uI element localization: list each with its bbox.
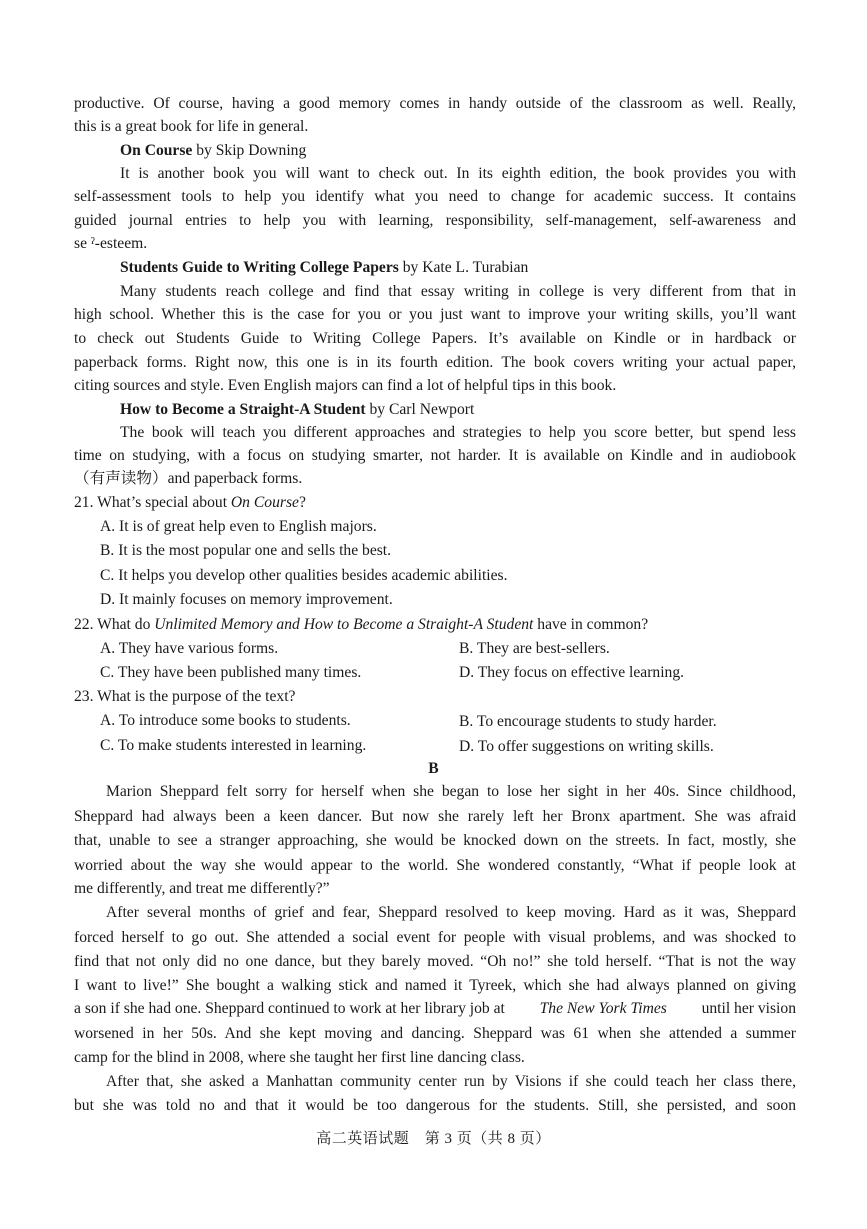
text-line: self-assessment tools to help you identify what you need to change for academic success. It contains — [74, 188, 796, 205]
text-run: until her vision — [701, 1000, 796, 1017]
text-line: high school. Whether this is the case for you or you just want to improve your writing skills, you’ll want — [74, 306, 796, 323]
option-c: C. It helps you develop other qualities besides academic abilities. — [100, 567, 508, 584]
book-title: How to Become a Straight-A Student — [120, 401, 366, 418]
option-b: B. It is the most popular one and sells the best. — [100, 542, 392, 559]
text-line: but she was told no and that it would be too dangerous for the students. Still, she persisted, and soon — [74, 1097, 796, 1114]
text-line: It is another book you will want to check out. In its eighth edition, the book provides you with — [120, 165, 796, 182]
text-line: worsened in her 50s. And she kept moving and dancing. Sheppard was 61 when she attended a summer — [74, 1025, 796, 1042]
book-title: On Course — [120, 142, 193, 159]
stem-text: What do — [93, 616, 155, 633]
text-line: this is a great book for life in general. — [74, 118, 309, 135]
text-line: forced herself to go out. She attended a social event for people with visual problems, and was shocked to — [74, 929, 796, 946]
text-line: productive. Of course, having a good memory comes in handy outside of the classroom as well. Really, — [74, 95, 796, 112]
text-line: Many students reach college and find that essay writing in college is very different from that in — [120, 283, 796, 300]
text-line: worried about the way she would appear to the world. She wondered constantly, “What if people look at — [74, 857, 796, 874]
stem-text: What is the purpose of the text? — [93, 688, 296, 705]
text-line: paperback forms. Right now, this one is in its fourth edition. The book covers writing your actual paper, — [74, 354, 796, 371]
book-heading — [120, 139, 796, 162]
option-d: D. To offer suggestions on writing skills. — [459, 738, 714, 755]
text-line: After several months of grief and fear, Sheppard resolved to keep moving. Hard as it was, Sheppard — [106, 904, 796, 921]
question-number: 23. — [74, 688, 94, 705]
text-line: time on studying, with a focus on studying smarter, not harder. It is available on Kindle and in audiobook — [74, 447, 796, 464]
text-line: After that, she asked a Manhattan community center run by Visions if she could teach her class there, — [106, 1073, 796, 1090]
page-footer: 高二英语试题 第 3 页（共 8 页） — [316, 1131, 551, 1147]
option-a: A. To introduce some books to students. — [100, 712, 351, 729]
text-line: camp for the blind in 2008, where she taught her first line dancing class. — [74, 1049, 525, 1066]
stem-text: ? — [298, 494, 306, 511]
option-c: C. They have been published many times. — [100, 664, 362, 681]
option-c: C. To make students interested in learning. — [100, 737, 367, 754]
option-b: B. They are best-sellers. — [459, 640, 610, 657]
text-line: Marion Sheppard felt sorry for herself when she began to lose her sight in her 40s. Since childhood, — [106, 783, 796, 800]
stem-text: What’s special about — [93, 494, 231, 511]
book-author: by Carl Newport — [365, 401, 475, 418]
option-d: D. It mainly focuses on memory improvement. — [100, 591, 393, 608]
text-line: se ˀ-esteem. — [74, 235, 148, 252]
option-a: A. They have various forms. — [100, 640, 279, 657]
question-stem — [74, 613, 796, 636]
text-line: me differently, and treat me differently?” — [74, 880, 330, 897]
book-author: by Skip Downing — [192, 142, 307, 159]
text-line: that, unable to see a stranger approaching, she would be knocked down on the streets. In fact, mostly, she — [74, 832, 796, 849]
text-line: to check out Students Guide to Writing College Papers. It’s available on Kindle or in hardback or — [74, 330, 796, 347]
text-line: find that not only did no one dance, but they barely moved. “Oh no!” she told herself. “That is not the way — [74, 953, 796, 970]
question-stem — [74, 685, 796, 708]
question-number: 21. — [74, 494, 94, 511]
text-run: a son if she had one. Sheppard continued to work at her library job at — [74, 1000, 505, 1017]
stem-italic: Unlimited Memory and How to Become a Straight-A Student — [154, 616, 534, 633]
question-number: 22. — [74, 616, 94, 633]
stem-italic: On Course — [230, 494, 299, 511]
text-line: Sheppard had always been a keen dancer. But now she rarely left her Bronx apartment. She was afraid — [74, 808, 796, 825]
text-line: citing sources and style. Even English majors can find a lot of helpful tips in this book. — [74, 377, 617, 394]
stem-text: have in common? — [533, 616, 649, 633]
text-line: I want to live!” She bought a walking stick and named it Tyreek, which she had always planned on giving — [74, 977, 796, 994]
book-author: by Kate L. Turabian — [398, 259, 529, 276]
book-heading — [120, 398, 796, 421]
option-b: B. To encourage students to study harder. — [459, 713, 717, 730]
book-title: Students Guide to Writing College Papers — [120, 259, 399, 276]
text-line: The book will teach you different approaches and strategies to help you score better, but spend less — [120, 424, 796, 441]
text-line — [74, 997, 796, 1020]
question-stem — [74, 491, 796, 514]
text-line: guided journal entries to help you with learning, responsibility, self-management, self-awareness and — [74, 212, 796, 229]
text-line: （有声读物）and paperback forms. — [74, 470, 303, 487]
section-heading: B — [428, 760, 439, 777]
option-d: D. They focus on effective learning. — [459, 664, 685, 681]
option-a: A. It is of great help even to English majors. — [100, 518, 377, 535]
book-heading — [120, 256, 796, 279]
newspaper-name: The New York Times — [539, 1000, 667, 1017]
